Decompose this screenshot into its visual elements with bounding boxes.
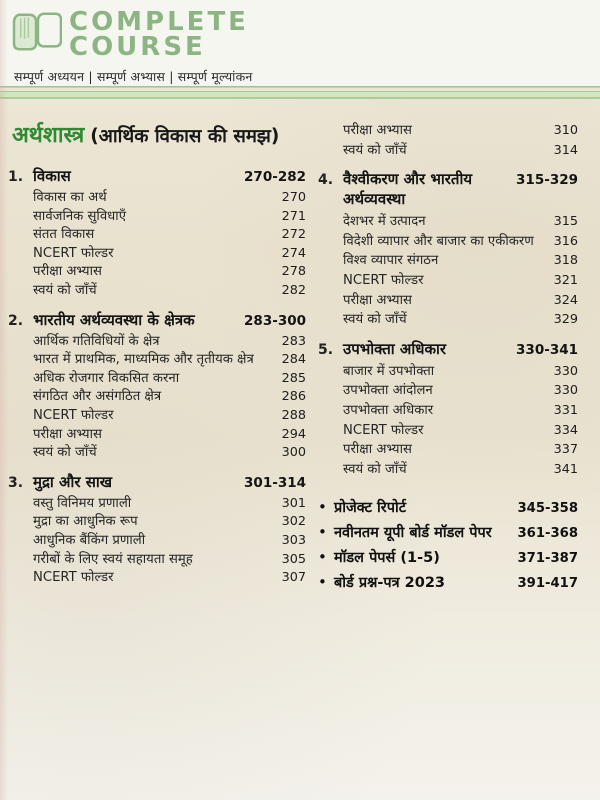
toc-section-3 bbox=[8, 472, 306, 588]
toc-item-label: देशभर में उत्पादन bbox=[343, 214, 426, 230]
toc-item-page: 288 bbox=[281, 407, 306, 423]
toc-item-page: 294 bbox=[281, 426, 306, 442]
toc-item bbox=[8, 551, 306, 570]
toc-item-label: मुद्रा का आधुनिक रूप bbox=[33, 514, 138, 530]
bullet-icon: • bbox=[318, 548, 327, 567]
toc-item bbox=[318, 362, 578, 382]
extra-item bbox=[318, 496, 578, 520]
toc-item-page: 321 bbox=[553, 272, 578, 288]
section-number: 1. bbox=[8, 169, 24, 185]
toc-item-page: 286 bbox=[281, 389, 306, 405]
extra-item-label: नवीनतम यूपी बोर्ड मॉडल पेपर bbox=[334, 525, 492, 542]
toc-item bbox=[8, 189, 306, 208]
toc-item bbox=[318, 381, 578, 401]
toc-item bbox=[318, 251, 578, 271]
toc-item-label: भारत में प्राथमिक, माध्यमिक और तृतीयक क्षेत्र bbox=[33, 352, 254, 368]
toc-item-label: उपभोक्ता अधिकार bbox=[343, 402, 434, 418]
brand-line-1: COMPLETE bbox=[69, 7, 249, 37]
book-header bbox=[0, 0, 600, 86]
extra-item-pages: 345-358 bbox=[517, 501, 578, 517]
extra-item-label: बोर्ड प्रश्न-पत्र 2023 bbox=[334, 575, 446, 592]
section-title: विकास bbox=[33, 167, 71, 185]
toc-item-label: संतत विकास bbox=[33, 227, 95, 243]
extra-item bbox=[318, 546, 578, 570]
section-page-range: 270-282 bbox=[244, 169, 306, 185]
toc-item-label: विदेशी व्यापार और बाजार का एकीकरण bbox=[343, 233, 534, 249]
extra-item-label: मॉडल पेपर्स (1-5) bbox=[334, 550, 440, 567]
toc-item bbox=[318, 440, 578, 460]
section-title: उपभोक्ता अधिकार bbox=[343, 339, 446, 358]
section-number: 5. bbox=[318, 341, 334, 358]
toc-item-label: स्वयं को जाँचें bbox=[33, 445, 97, 461]
toc-item bbox=[318, 121, 578, 141]
toc-item-label: वस्तु विनिमय प्रणाली bbox=[33, 495, 132, 511]
toc-item bbox=[8, 208, 306, 227]
toc-item bbox=[318, 212, 578, 232]
toc-item-page: 310 bbox=[553, 123, 578, 138]
toc-item-label: अधिक रोजगार विकसित करना bbox=[33, 370, 180, 386]
section-title: वैश्वीकरण और भारतीय अर्थव्यवस्था bbox=[343, 170, 473, 209]
section-number: 4. bbox=[318, 172, 334, 189]
toc-item bbox=[8, 569, 306, 588]
toc-item-label: NCERT फोल्डर bbox=[33, 570, 114, 586]
open-book-logo-icon bbox=[12, 8, 62, 58]
toc-item-label: बाजार में उपभोक्ता bbox=[343, 363, 435, 379]
toc-item bbox=[318, 141, 578, 161]
toc-item-page: 271 bbox=[281, 208, 306, 224]
toc-item-label: स्वयं को जाँचें bbox=[343, 312, 407, 328]
toc-item-page: 330 bbox=[553, 383, 578, 399]
section-title: भारतीय अर्थव्यवस्था के क्षेत्रक bbox=[33, 310, 195, 329]
toc-item-label: NCERT फोल्डर bbox=[343, 422, 424, 438]
toc-item-page: 324 bbox=[553, 292, 578, 308]
toc-item-page: 315 bbox=[553, 214, 578, 230]
toc-section-2 bbox=[8, 310, 306, 463]
extras-list bbox=[318, 496, 578, 595]
toc-item-label: स्वयं को जाँचें bbox=[343, 461, 407, 477]
toc-item bbox=[8, 245, 306, 264]
toc-item-label: विश्व व्यापार संगठन bbox=[343, 253, 439, 269]
toc-item-label: विकास का अर्थ bbox=[33, 190, 107, 205]
toc-item-label: उपभोक्ता आंदोलन bbox=[343, 383, 433, 399]
toc-item bbox=[318, 460, 578, 480]
toc-item-page: 318 bbox=[553, 253, 578, 269]
toc-item bbox=[318, 310, 578, 330]
toc-item bbox=[318, 232, 578, 252]
subject-name: अर्थशास्त्र bbox=[12, 123, 85, 148]
toc-item-label: आधुनिक बैंकिंग प्रणाली bbox=[33, 532, 146, 548]
toc-item-page: 283 bbox=[281, 333, 306, 349]
toc-item-page: 316 bbox=[553, 233, 578, 249]
section-page-range: 283-300 bbox=[244, 312, 306, 329]
toc-item bbox=[8, 282, 306, 301]
toc-item-page: 337 bbox=[553, 442, 578, 458]
toc-item-label: परीक्षा अभ्यास bbox=[343, 292, 412, 308]
toc-section-4 bbox=[318, 169, 578, 330]
divider-band bbox=[0, 91, 600, 99]
toc-item-label: स्वयं को जाँचें bbox=[343, 142, 407, 158]
toc-item-page: 303 bbox=[281, 532, 306, 548]
toc-item-label: परीक्षा अभ्यास bbox=[33, 426, 102, 442]
toc-item-label: परीक्षा अभ्यास bbox=[33, 264, 102, 280]
toc-item-page: 301 bbox=[281, 495, 306, 511]
subject-subtitle: (आर्थिक विकास की समझ) bbox=[90, 126, 280, 147]
toc-item bbox=[8, 495, 306, 514]
toc-item-label: स्वयं को जाँचें bbox=[33, 282, 97, 298]
toc-item-page: 330 bbox=[553, 363, 578, 379]
section-page-range: 315-329 bbox=[516, 172, 578, 189]
bullet-icon: • bbox=[318, 523, 327, 542]
toc-item-page: 302 bbox=[281, 514, 306, 530]
toc-item-page: 314 bbox=[553, 142, 578, 158]
toc-item-page: 329 bbox=[553, 312, 578, 328]
toc-item bbox=[8, 370, 306, 389]
extra-item bbox=[318, 521, 578, 545]
section-title: मुद्रा और साख bbox=[33, 472, 113, 491]
extra-item bbox=[318, 571, 578, 595]
section-page-range: 301-314 bbox=[244, 474, 306, 491]
section-number: 2. bbox=[8, 312, 24, 329]
divider-line bbox=[0, 86, 600, 88]
toc-column-right bbox=[318, 119, 578, 597]
toc-item bbox=[318, 421, 578, 441]
toc-item-page: 331 bbox=[553, 402, 578, 418]
brand-tagline: सम्पूर्ण अध्ययन | सम्पूर्ण अभ्यास | सम्पूर्ण मूल्यांकन bbox=[14, 68, 253, 84]
toc-item-label: NCERT फोल्डर bbox=[343, 272, 424, 288]
bullet-icon: • bbox=[318, 498, 327, 517]
toc-section-5 bbox=[318, 339, 578, 480]
toc-item bbox=[318, 291, 578, 311]
extra-item-pages: 371-387 bbox=[517, 551, 578, 567]
toc-item-page: 270 bbox=[281, 190, 306, 205]
brand-line-2: COURSE bbox=[69, 32, 206, 63]
toc-item bbox=[8, 226, 306, 245]
section-page-range: 330-341 bbox=[516, 341, 578, 358]
toc-section-1 bbox=[8, 166, 306, 301]
toc-item bbox=[8, 333, 306, 352]
toc-item bbox=[8, 426, 306, 445]
brand-name bbox=[69, 6, 249, 61]
toc-item-page: 307 bbox=[281, 570, 306, 586]
toc-item-page: 334 bbox=[553, 422, 578, 438]
toc-item bbox=[8, 513, 306, 532]
toc-item bbox=[8, 263, 306, 282]
toc-item-label: NCERT फोल्डर bbox=[33, 407, 114, 423]
toc-item-page: 285 bbox=[281, 370, 306, 386]
toc-item-label: परीक्षा अभ्यास bbox=[343, 442, 412, 458]
toc-item bbox=[8, 532, 306, 551]
toc-item-page: 274 bbox=[281, 245, 306, 261]
toc-item-label: परीक्षा अभ्यास bbox=[343, 123, 412, 138]
toc-item-label: संगठित और असंगठित क्षेत्र bbox=[33, 389, 162, 405]
toc-item-label: सार्वजनिक सुविधाएँ bbox=[33, 208, 126, 224]
toc-section-3-continued bbox=[318, 119, 578, 160]
toc-item bbox=[318, 271, 578, 291]
extra-item-label: प्रोजेक्ट रिपोर्ट bbox=[334, 500, 407, 517]
toc-item-label: NCERT फोल्डर bbox=[33, 245, 114, 261]
section-number: 3. bbox=[8, 474, 24, 491]
toc-item-page: 282 bbox=[281, 282, 306, 298]
toc-item bbox=[8, 444, 306, 463]
toc-item bbox=[8, 388, 306, 407]
toc-item bbox=[318, 401, 578, 421]
toc-item-label: आर्थिक गतिविधियों के क्षेत्र bbox=[33, 333, 160, 349]
toc-item bbox=[8, 407, 306, 426]
extra-item-pages: 391-417 bbox=[517, 576, 578, 592]
toc-item-page: 341 bbox=[553, 461, 578, 477]
toc-item bbox=[8, 351, 306, 370]
toc-item-label: गरीबों के लिए स्वयं सहायता समूह bbox=[33, 551, 193, 567]
toc-item-page: 278 bbox=[281, 264, 306, 280]
toc-item-page: 272 bbox=[281, 227, 306, 243]
toc-item-page: 305 bbox=[281, 551, 306, 567]
toc-column-left bbox=[8, 157, 306, 597]
toc-item-page: 284 bbox=[281, 352, 306, 368]
toc-item-page: 300 bbox=[281, 445, 306, 461]
extra-item-pages: 361-368 bbox=[517, 526, 578, 542]
bullet-icon: • bbox=[318, 573, 327, 592]
